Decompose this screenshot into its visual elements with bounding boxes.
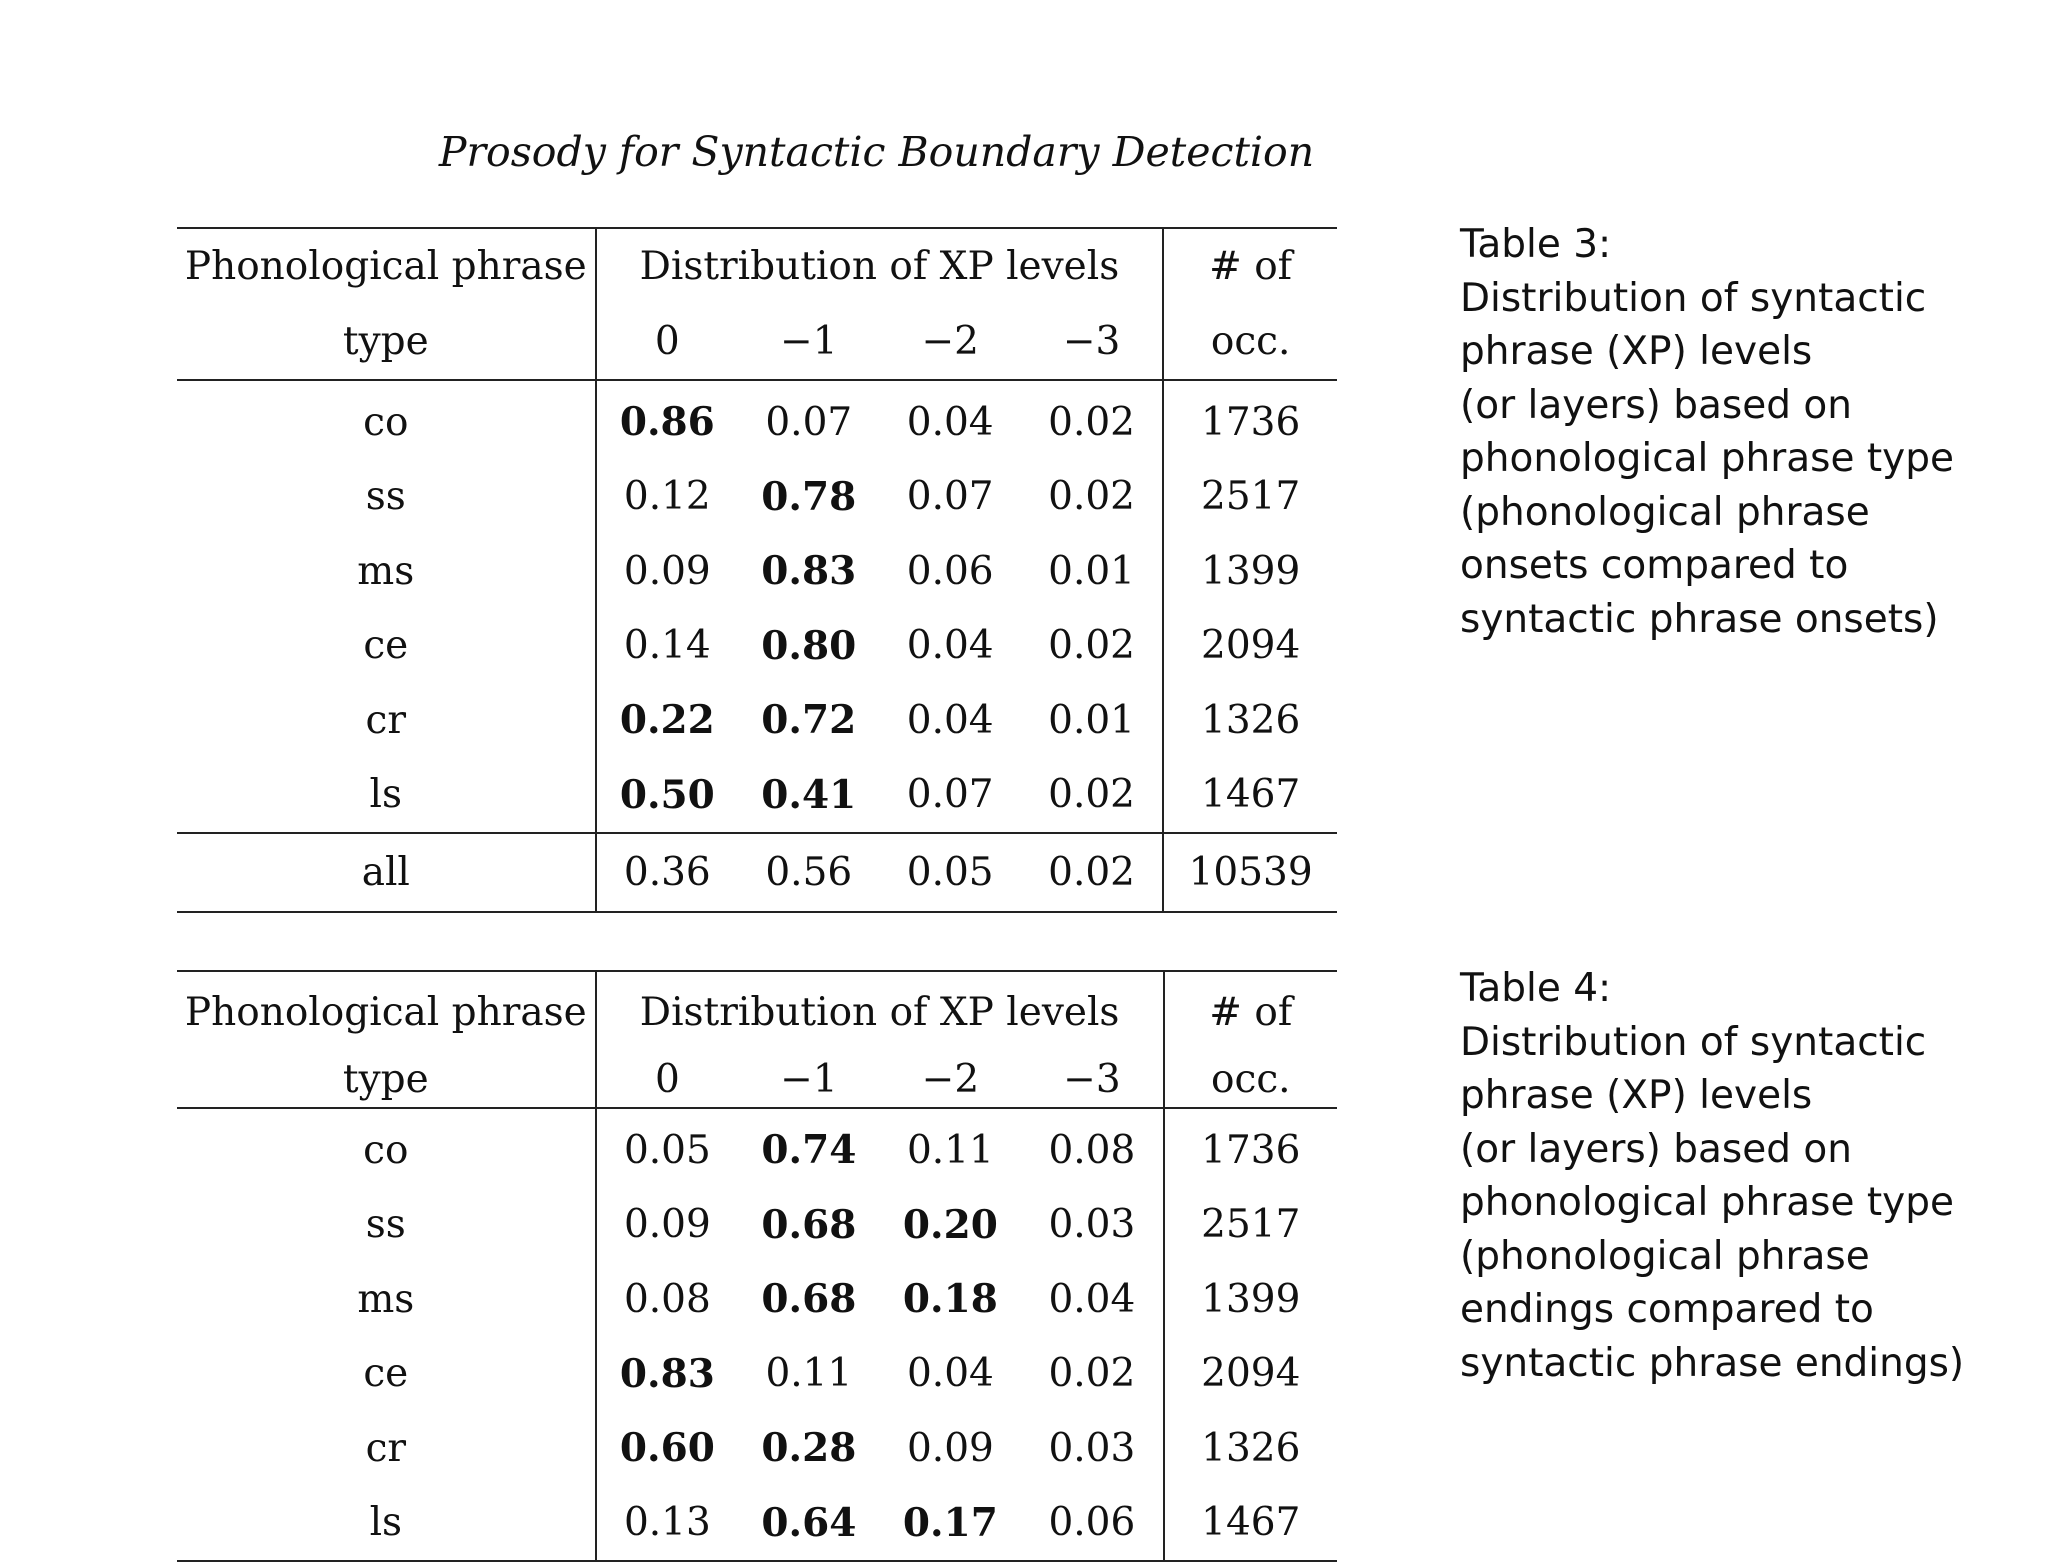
table-row xyxy=(177,534,1337,609)
table-row xyxy=(177,758,1337,834)
value-cell: 0.04 xyxy=(906,623,994,669)
caption-line: onsets compared to xyxy=(1460,543,1849,588)
caption-line: phrase (XP) levels xyxy=(1460,1073,1813,1118)
phrase-type-cell: ms xyxy=(177,534,596,609)
level-header: −3 xyxy=(1021,1052,1163,1108)
table-row xyxy=(177,1411,1337,1486)
value-cell: 0.56 xyxy=(738,833,879,912)
value-cell: 0.03 xyxy=(1021,1188,1163,1263)
value-cell: 0.09 xyxy=(906,1425,994,1471)
value-cell: 0.04 xyxy=(906,399,994,445)
type-header-line2: type xyxy=(177,304,596,380)
table-row xyxy=(177,1188,1337,1263)
value-cell: 0.74 xyxy=(761,1127,857,1174)
phrase-type-cell: ss xyxy=(177,460,596,535)
phrase-type-cell: cr xyxy=(177,683,596,758)
value-cell: 0.14 xyxy=(623,623,711,669)
type-header: Phonological phrase xyxy=(177,971,596,1052)
table-4-caption xyxy=(1460,962,1980,1390)
value-cell: 0.07 xyxy=(906,474,994,520)
phrase-type-cell: cr xyxy=(177,1411,596,1486)
value-cell: 0.13 xyxy=(596,1486,739,1562)
caption-line: syntactic phrase endings) xyxy=(1460,1340,1965,1386)
value-cell: 0.28 xyxy=(761,1425,857,1472)
occurrences-cell: 1736 xyxy=(1201,399,1301,445)
value-cell: 0.09 xyxy=(623,1202,711,1248)
distribution-header: Distribution of XP levels xyxy=(596,228,1164,304)
value-cell: 0.50 xyxy=(619,771,715,818)
value-cell: 0.05 xyxy=(880,833,1021,912)
caption-line: Distribution of syntactic xyxy=(1460,275,1927,321)
value-cell: 0.41 xyxy=(761,771,857,818)
value-cell: 0.80 xyxy=(761,622,857,669)
value-cell: 0.03 xyxy=(1021,1411,1163,1486)
occurrences-header: # of xyxy=(1164,971,1337,1052)
table-row xyxy=(177,609,1337,684)
value-cell: 0.20 xyxy=(902,1201,998,1248)
occurrences-cell: 10539 xyxy=(1163,833,1337,912)
table-row xyxy=(177,1337,1337,1412)
value-cell: 0.06 xyxy=(1021,1486,1163,1562)
phrase-type-cell: all xyxy=(177,833,596,912)
level-header: 0 xyxy=(596,1052,739,1108)
value-cell: 0.09 xyxy=(623,548,711,594)
table-3-caption xyxy=(1460,218,1980,646)
caption-line: phrase (XP) levels xyxy=(1460,329,1813,374)
caption-line: phonological phrase type xyxy=(1460,1180,1955,1225)
caption-line: Distribution of syntactic xyxy=(1460,1019,1927,1065)
phrase-type-cell: ms xyxy=(177,1262,596,1337)
value-cell: 0.02 xyxy=(1021,460,1163,535)
caption-line: (phonological phrase xyxy=(1460,1233,1870,1279)
value-cell: 0.86 xyxy=(619,399,715,446)
phrase-type-cell: co xyxy=(177,380,596,460)
occurrences-cell: 2517 xyxy=(1201,1202,1301,1248)
value-cell: 0.64 xyxy=(738,1486,880,1562)
value-cell: 0.68 xyxy=(761,1276,857,1323)
occurrences-cell: 2094 xyxy=(1201,623,1301,669)
caption-line: Table 4: xyxy=(1460,966,1612,1011)
value-cell: 0.22 xyxy=(619,697,715,744)
value-cell: 0.18 xyxy=(902,1276,998,1323)
phrase-type-cell: ss xyxy=(177,1188,596,1263)
occurrences-cell: 1467 xyxy=(1164,1486,1337,1562)
level-header: −1 xyxy=(738,304,879,380)
value-cell: 0.01 xyxy=(1021,534,1163,609)
value-cell: 0.02 xyxy=(1021,609,1163,684)
table-row xyxy=(177,380,1337,460)
value-cell: 0.12 xyxy=(623,474,711,520)
occurrences-cell: 1399 xyxy=(1201,548,1301,594)
value-cell: 0.07 xyxy=(765,399,853,445)
value-cell: 0.05 xyxy=(623,1127,711,1173)
table-row xyxy=(177,683,1337,758)
table-row xyxy=(177,1486,1337,1562)
caption-line: (or layers) based on xyxy=(1460,382,1852,428)
occurrences-cell: 1326 xyxy=(1201,697,1301,743)
value-cell: 0.60 xyxy=(619,1425,715,1472)
table-header-row xyxy=(177,971,1337,1052)
distribution-header: Distribution of XP levels xyxy=(596,971,1164,1052)
phrase-type-cell: ls xyxy=(177,758,596,834)
phrase-type-cell: ce xyxy=(177,1337,596,1412)
table-row xyxy=(177,1262,1337,1337)
level-header: −2 xyxy=(880,1052,1022,1108)
table-header-row xyxy=(177,304,1337,380)
value-cell: 0.17 xyxy=(880,1486,1022,1562)
value-cell: 0.04 xyxy=(906,697,994,743)
value-cell: 0.02 xyxy=(1021,758,1163,834)
table-total-row xyxy=(177,833,1337,912)
caption-line: phonological phrase type xyxy=(1460,436,1955,481)
table-header-row xyxy=(177,228,1337,304)
value-cell: 0.72 xyxy=(761,697,857,744)
occurrences-header-line2: occ. xyxy=(1164,1052,1337,1108)
value-cell: 0.06 xyxy=(906,548,994,594)
occurrences-header-line2: occ. xyxy=(1163,304,1337,380)
value-cell: 0.36 xyxy=(596,833,738,912)
value-cell: 0.83 xyxy=(761,548,857,595)
value-cell: 0.83 xyxy=(619,1350,715,1397)
caption-line: (phonological phrase xyxy=(1460,489,1870,535)
occurrences-cell: 2094 xyxy=(1201,1351,1301,1397)
occurrences-header: # of xyxy=(1163,228,1337,304)
value-cell: 0.11 xyxy=(765,1351,853,1397)
occurrences-cell: 2517 xyxy=(1201,474,1301,520)
value-cell: 0.78 xyxy=(761,473,857,520)
value-cell: 0.04 xyxy=(1021,1262,1163,1337)
value-cell: 0.02 xyxy=(1021,380,1163,460)
caption-line: endings compared to xyxy=(1460,1287,1874,1332)
level-header: −1 xyxy=(738,1052,880,1108)
value-cell: 0.08 xyxy=(1021,1108,1163,1188)
value-cell: 0.04 xyxy=(906,1351,994,1397)
caption-line: (or layers) based on xyxy=(1460,1126,1852,1172)
occurrences-cell: 1399 xyxy=(1201,1276,1301,1322)
value-cell: 0.01 xyxy=(1021,683,1163,758)
level-header: −3 xyxy=(1021,304,1163,380)
value-cell: 0.02 xyxy=(1021,833,1163,912)
phrase-type-cell: ls xyxy=(177,1486,596,1562)
phrase-type-cell: ce xyxy=(177,609,596,684)
table-4 xyxy=(177,970,1337,1562)
level-header: −2 xyxy=(880,304,1021,380)
occurrences-cell: 1736 xyxy=(1201,1127,1301,1173)
table-3 xyxy=(177,227,1337,913)
occurrences-cell: 1326 xyxy=(1201,1425,1301,1471)
type-header-line2: type xyxy=(177,1052,596,1108)
value-cell: 0.08 xyxy=(623,1276,711,1322)
value-cell: 0.68 xyxy=(761,1201,857,1248)
occurrences-cell: 1467 xyxy=(1201,772,1301,818)
value-cell: 0.07 xyxy=(906,772,994,818)
value-cell: 0.11 xyxy=(906,1127,994,1173)
type-header: Phonological phrase xyxy=(177,228,596,304)
value-cell: 0.02 xyxy=(1021,1337,1163,1412)
running-header-title: Prosody for Syntactic Boundary Detection xyxy=(438,128,1315,176)
table-row xyxy=(177,1108,1337,1188)
caption-line: syntactic phrase onsets) xyxy=(1460,596,1939,642)
table-header-row xyxy=(177,1052,1337,1108)
phrase-type-cell: co xyxy=(177,1108,596,1188)
caption-line: Table 3: xyxy=(1460,222,1612,267)
table-row xyxy=(177,460,1337,535)
level-header: 0 xyxy=(596,304,738,380)
